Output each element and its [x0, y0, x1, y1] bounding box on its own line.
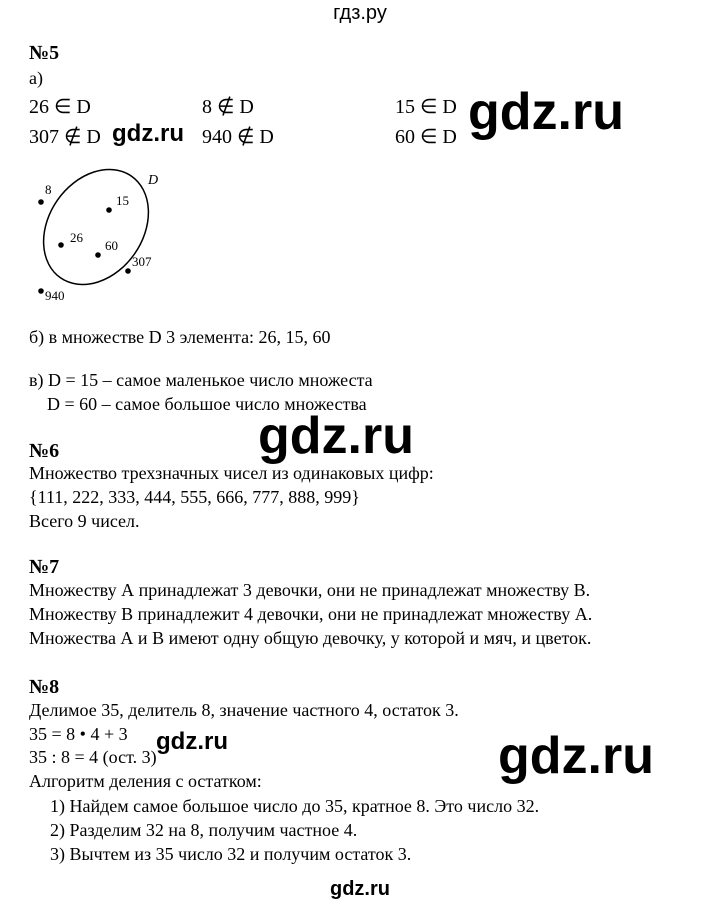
point-8-dot	[38, 199, 44, 205]
task-6-line-2: {111, 222, 333, 444, 555, 666, 777, 888, 999}	[29, 487, 360, 507]
set-d-diagram	[28, 165, 178, 310]
point-940-label: 940	[45, 288, 65, 303]
watermark: gdz.ru	[258, 407, 414, 465]
task-5-part-a-label: а)	[29, 68, 43, 88]
membership-26: 26 ∈ D	[29, 96, 91, 118]
site-footer: gdz.ru	[330, 878, 390, 900]
task-6-line-1: Множество трехзначных чисел из одинаковых цифр:	[29, 463, 434, 483]
task-8-step-1: 1) Найдем самое большое число до 35, кратное 8. Это число 32.	[50, 796, 540, 816]
point-940-dot	[38, 288, 44, 294]
task-8-line-1: Делимое 35, делитель 8, значение частного 4, остаток 3.	[29, 700, 459, 720]
watermark: gdz.ru	[468, 83, 624, 141]
point-60-label: 60	[105, 238, 118, 253]
watermark: gdz.ru	[112, 120, 184, 147]
task-7-line-3: Множества А и В имеют одну общую девочку, у которой и мяч, и цветок.	[29, 628, 592, 648]
point-8-label: 8	[45, 182, 52, 197]
task-8-number: №8	[29, 676, 60, 698]
membership-940: 940 ∉ D	[202, 126, 274, 148]
watermark: gdz.ru	[498, 727, 654, 785]
task-8-line-2: 35 = 8 • 4 + 3	[29, 724, 128, 744]
task-8-step-3: 3) Вычтем из 35 число 32 и получим остаток 3.	[50, 844, 412, 864]
membership-15: 15 ∈ D	[395, 96, 457, 118]
set-d-label: D	[148, 173, 159, 188]
task-5-part-c-line-2: D = 60 – самое большое число множества	[47, 394, 367, 414]
membership-60: 60 ∈ D	[395, 126, 457, 148]
point-26-label: 26	[70, 230, 83, 245]
task-7-number: №7	[29, 556, 60, 578]
task-8-line-3: 35 : 8 = 4 (ост. 3)	[29, 747, 157, 767]
site-header: гдз.ру	[333, 2, 387, 24]
membership-8: 8 ∉ D	[202, 96, 254, 118]
task-7-line-1: Множеству А принадлежат 3 девочки, они не принадлежат множеству В.	[29, 580, 591, 600]
task-5-part-c-line-1: в) D = 15 – самое маленькое число множеста	[29, 370, 373, 390]
task-5-part-b: б) в множестве D 3 элемента: 26, 15, 60	[29, 327, 331, 347]
task-6-number: №6	[29, 440, 60, 462]
point-26-dot	[58, 242, 64, 248]
point-15-label: 15	[116, 193, 129, 208]
task-5-number: №5	[29, 42, 60, 64]
membership-307: 307 ∉ D	[29, 126, 101, 148]
point-307-dot	[125, 268, 131, 274]
point-15-dot	[106, 207, 112, 213]
point-307-label: 307	[132, 254, 152, 269]
task-7-line-2: Множеству В принадлежит 4 девочки, они не принадлежат множеству А.	[29, 604, 593, 624]
task-8-line-4: Алгоритм деления с остатком:	[29, 771, 262, 791]
task-8-step-2: 2) Разделим 32 на 8, получим частное 4.	[50, 820, 358, 840]
watermark: gdz.ru	[156, 728, 228, 755]
point-60-dot	[95, 252, 101, 258]
task-6-line-3: Всего 9 чисел.	[29, 511, 140, 531]
